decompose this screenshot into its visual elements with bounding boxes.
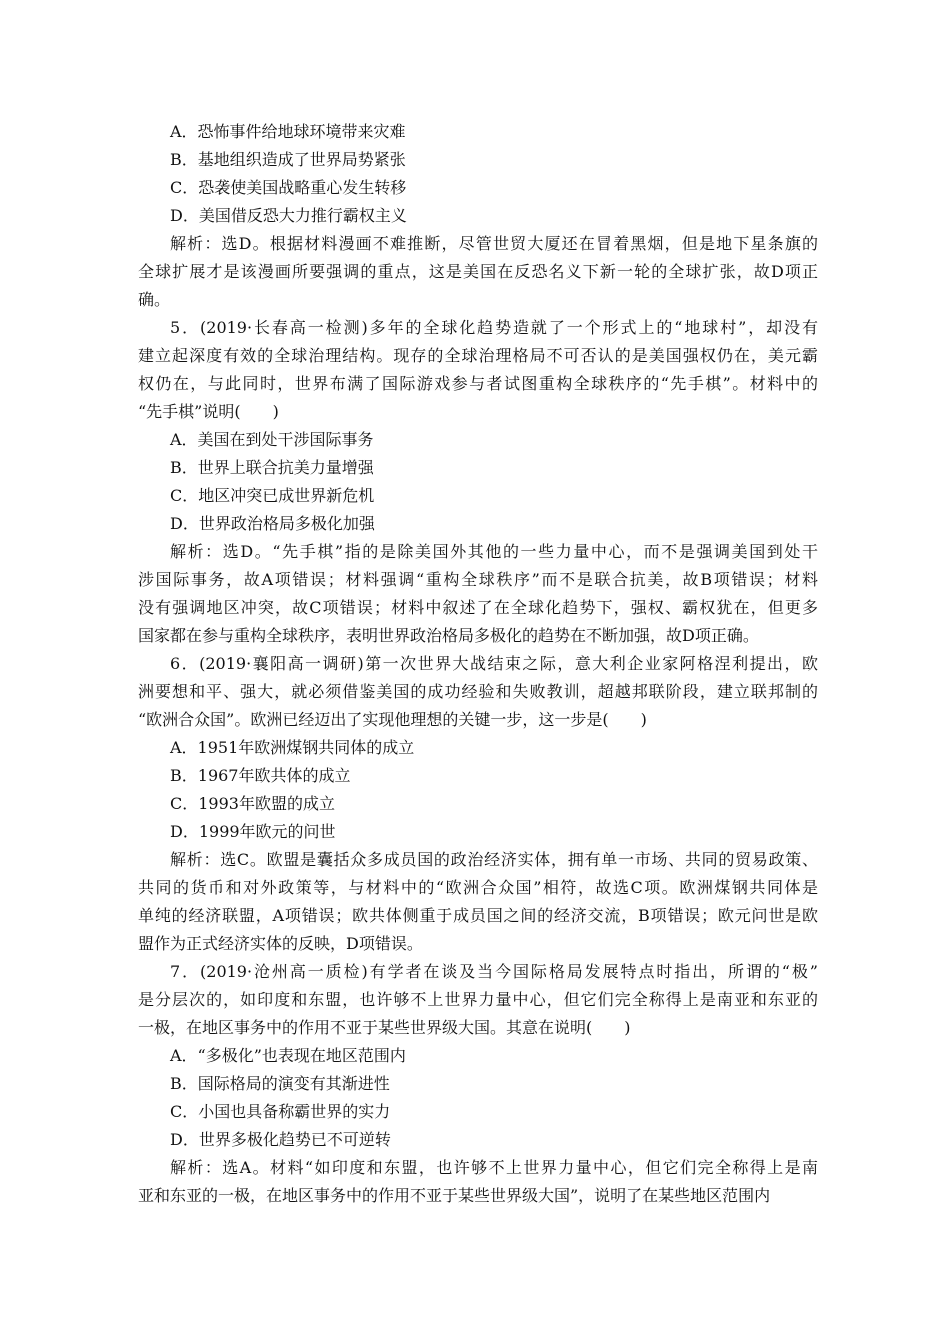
paragraph-line: 洲要想和平、强大，就必须借鉴美国的成功经验和失败教训，超越邦联阶段，建立联邦制的 bbox=[138, 682, 818, 701]
paragraph-line: 亚和东亚的一极，在地区事务中的作用不亚于某些世界级大国”，说明了在某些地区范围内 bbox=[138, 1186, 771, 1205]
paragraph-line: “欧洲合众国”。欧洲已经迈出了实现他理想的关键一步，这一步是( ) bbox=[138, 710, 647, 729]
paragraph-line: 解析：选A。材料“如印度和东盟，也许够不上世界力量中心，但它们完全称得上是南 bbox=[170, 1158, 818, 1177]
paragraph-line: 单纯的经济联盟，A项错误；欧共体侧重于成员国之间的经济交流，B项错误；欧元问世是欧 bbox=[138, 906, 818, 925]
paragraph-line: 一极，在地区事务中的作用不亚于某些世界级大国。其意在说明( ) bbox=[138, 1018, 631, 1037]
paragraph bbox=[138, 1154, 818, 1210]
paragraph-line: 国家都在参与重构全球秩序，表明世界政治格局多极化的趋势在不断加强，故D项正确。 bbox=[138, 626, 759, 645]
paragraph-line: 解析：选D。根据材料漫画不难推断，尽管世贸大厦还在冒着黑烟，但是地下星条旗的 bbox=[170, 234, 818, 253]
paragraph-line: 确。 bbox=[138, 290, 171, 309]
answer-option: A．“多极化”也表现在地区范围内 bbox=[170, 1046, 406, 1065]
answer-option: A．1951年欧洲煤钢共同体的成立 bbox=[170, 738, 415, 757]
answer-option: B．基地组织造成了世界局势紧张 bbox=[170, 150, 406, 169]
answer-option: C．1993年欧盟的成立 bbox=[170, 794, 335, 813]
paragraph bbox=[138, 958, 818, 1042]
paragraph-line: 建立起深度有效的全球治理结构。现存的全球治理格局不可否认的是美国强权仍在，美元霸 bbox=[138, 346, 818, 365]
paragraph-line: 全球扩展才是该漫画所要强调的重点，这是美国在反恐名义下新一轮的全球扩张，故D项正 bbox=[138, 262, 818, 281]
answer-option: C．恐袭使美国战略重心发生转移 bbox=[170, 178, 407, 197]
paragraph-line: 权仍在，与此同时，世界布满了国际游戏参与者试图重构全球秩序的“先手棋”。材料中的 bbox=[138, 374, 818, 393]
answer-option: A．恐怖事件给地球环境带来灾难 bbox=[170, 122, 406, 141]
paragraph bbox=[138, 314, 818, 426]
paragraph-line: 6．(2019·襄阳高一调研)第一次世界大战结束之际，意大利企业家阿格涅利提出，欧 bbox=[170, 654, 818, 673]
paragraph bbox=[138, 230, 818, 314]
answer-option: C．地区冲突已成世界新危机 bbox=[170, 486, 375, 505]
answer-option: A．美国在到处干涉国际事务 bbox=[170, 430, 374, 449]
answer-option: D．世界多极化趋势已不可逆转 bbox=[170, 1130, 391, 1149]
answer-option: D．世界政治格局多极化加强 bbox=[170, 514, 375, 533]
paragraph-line: 没有强调地区冲突，故C项错误；材料中叙述了在全球化趋势下，强权、霸权犹在，但更多 bbox=[138, 598, 818, 617]
paragraph-line: 盟作为正式经济实体的反映，D项错误。 bbox=[138, 934, 423, 953]
paragraph-line: 是分层次的，如印度和东盟，也许够不上世界力量中心，但它们完全称得上是南亚和东亚的 bbox=[138, 990, 818, 1009]
paragraph-line: 5．(2019·长春高一检测)多年的全球化趋势造就了一个形式上的“地球村”，却没有 bbox=[170, 318, 818, 337]
paragraph-line: “先手棋”说明( ) bbox=[138, 402, 279, 421]
answer-option: B．国际格局的演变有其渐进性 bbox=[170, 1074, 390, 1093]
document-body bbox=[138, 118, 818, 1210]
paragraph-line: 解析：选C。欧盟是囊括众多成员国的政治经济实体，拥有单一市场、共同的贸易政策、 bbox=[170, 850, 818, 869]
answer-option: B．世界上联合抗美力量增强 bbox=[170, 458, 374, 477]
answer-option: B．1967年欧共体的成立 bbox=[170, 766, 351, 785]
paragraph-line: 解析：选D。“先手棋”指的是除美国外其他的一些力量中心，而不是强调美国到处干 bbox=[170, 542, 818, 561]
answer-option: D．1999年欧元的问世 bbox=[170, 822, 336, 841]
answer-option: D．美国借反恐大力推行霸权主义 bbox=[170, 206, 407, 225]
answer-option: C．小国也具备称霸世界的实力 bbox=[170, 1102, 391, 1121]
paragraph bbox=[138, 650, 818, 734]
paragraph bbox=[138, 846, 818, 958]
paragraph-line: 共同的货币和对外政策等，与材料中的“欧洲合众国”相符，故选C项。欧洲煤钢共同体是 bbox=[138, 878, 818, 897]
paragraph bbox=[138, 538, 818, 650]
paragraph-line: 涉国际事务，故A项错误；材料强调“重构全球秩序”而不是联合抗美，故B项错误；材料 bbox=[138, 570, 818, 589]
paragraph-line: 7．(2019·沧州高一质检)有学者在谈及当今国际格局发展特点时指出，所谓的“极” bbox=[170, 962, 818, 981]
